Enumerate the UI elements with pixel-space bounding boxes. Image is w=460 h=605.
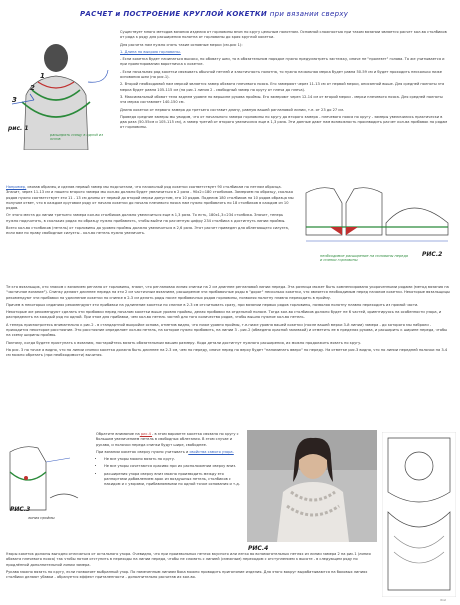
list-item: • Не все узоры можно вязать по кругу. — [104, 457, 244, 462]
figure-2-illustration — [302, 183, 452, 255]
intro2-paragraph: Для расчета нам нужно снять такие основные мерки (см.рис 1): — [120, 42, 243, 47]
calc-paragraph-1-text: связав образец и сделав первый замер мы подсчитали, что начальный ряд кокетки соответствует 90 столбикам по петлям образца. Значит, через 11-13 см и нашего второго замера мы кол-во должно будет увеличиться в 2 раза - 90х2=180 столбиков. Замеряем по образцу, сколько рядов нужно соответствует эти 11 - 13 см длины от первой до второй мерки допустим, это 10 рядов. Поделив 180 столбиков на 10 рядов образца мы получим ответ, что в каждом круговом ряду от начала кокетки до начала плечевого пояса нам нужно прибавлять по 18 столбиков в каждом из 10 рядов. — [6, 185, 294, 211]
ris4-link[interactable]: рис.4 — [139, 432, 153, 436]
pattern-list — [96, 457, 244, 487]
photo-woman-in-sweater — [247, 430, 377, 542]
footer-mark: ltnd — [440, 598, 446, 602]
note-ris4-text-a: Обратите внимание на — [96, 432, 140, 436]
fig4-label: РИС.4 — [248, 545, 269, 552]
fig1-label: рис. 1 — [8, 125, 29, 132]
calc-paragraph-3: Всего кол-во столбиков (петель) от горловины до уровня проймы должно увеличиться в 2,6 раза. Этот расчет приведен для облегающего силуэта, если вам по нраву свободные силуэты - кол-во петель нужно увеличить. — [6, 226, 290, 236]
bottom-text-block — [6, 552, 376, 582]
back-length-text-block — [6, 285, 452, 361]
back-paragraph-2: Причем в некоторых изданиях рекомендуют эти прибавки на удлинение кокетки по спинке в 2-3 см отсчитывать сразу, при вязании первых рядов горловины, позволяя полотну плавно переходить из прямой части. — [6, 302, 419, 307]
fig1-num-3: 3 — [12, 96, 17, 104]
list-item: • Не все узоры сочетаются красиво при их расположении сверху вниз. — [104, 464, 244, 469]
yoke-pattern-illustration — [382, 432, 456, 597]
note-ris4-text-b: - в этом варианте кокетка связана по кругу с большим увеличением петель в свободных облегания. В этом случае и рукава, и полочки переда спинки будут шире, свободнее. — [96, 432, 239, 447]
intro-paragraph: Существует много методов вязания изделия от горловины вниз по кругу цельным полотном. Основной сложностью при таком вязании является расчет кол-ва столбиков от ряда к ряду для расширения полотна от горловины до края круглой кокетки. — [120, 30, 447, 40]
bottom-paragraph-1: Узоры кокеток должны выгодно отличаться от остального узора. Очевидно, что при произвольных петлях вкусного или легко во вспомогательных петлях из линии замера 2 на рис.1 (линия обхвата плечевого пояса) так чтобы потом отступить в переходы на линии переда, чтобы не сломать с линией (смежным) переходом с отступлением к высоте - в следующем ряду по продлённой дополнительной линии замера. — [6, 552, 371, 567]
list-item: • расширения узора сверху вниз можно производить между его раппортами добавлением арок из воздушных петель, столбиков с накидом и с узорами, прибавляемыми по одной точке основания и т.д. — [104, 472, 244, 488]
note-pattern — [96, 450, 244, 455]
note-ris4 — [96, 432, 244, 448]
notes-text-block — [96, 432, 244, 490]
calc-text-block — [6, 185, 296, 239]
title-main: РАСЧЕТ и ПОСТРОЕНИЕ КРУГЛОЙ КОКЕТКИ — [80, 10, 267, 18]
intro-text-block — [120, 30, 450, 133]
fig3-label: РИС.3 — [10, 506, 31, 513]
bottom-paragraph-2: Рукава можно вязать по кругу, если позволяет выбранный узор. По намеченным линиям бока можно проводить пригоняние изделия. Для этого вокруг вырабатываются на боковых линиях столбики делают убавки - образуется эффект приталенности - дополнительно расчитав их кол-во. — [6, 569, 368, 580]
fig2-caption: необходимое расширение на половины переда и спинки горловины — [320, 254, 408, 262]
measure-4: Длина кокетки от первого замера до третьего составит длину, равную вашей раглановой линии, т.е. от 23 до 27 см. — [120, 107, 345, 112]
calc-paragraph-1 — [6, 185, 296, 211]
measure-5: Проведя средние замеры мы увидим, что от начального замера горловины по кругу до второго замера - плечевого пояса по кругу - замеры увеличились практически в два раза (50-55см и 105-115 см), а замер третий от второго увеличился еще в 1,3 раза. Эти данные дают нам возможность производить расчет кол-ва прибавок по рядам от горловины. — [120, 114, 448, 130]
back-paragraph-5: Поэтому, когда будете приступать к вязанию, постарайтесь вязать обязательным вашим размеру. Кода детали достигнут нужного расширения, их можно продолжить вязать по кругу. — [6, 340, 362, 345]
fig2-label: РИС.2 — [422, 251, 443, 258]
calc-paragraph-2: От этого места до линии третьего замера кол-во столбиков должно увеличиться еще в 1,3 раза. То есть, 180х1,3=234 столбика. Значит, теперь нужно подсчитать, в скольких рядах по образцу нужно прибавлять, чтобы выйти на расчетную цифру 234 столбика к достигнуть линии проймы. — [6, 213, 286, 223]
fig3-caption: линия проймы — [28, 516, 55, 520]
title-sub: при вязании сверху — [269, 10, 349, 18]
fig1-caption: расширять спицу в одной из основ — [50, 133, 104, 141]
measure-1a: - Если кокетка будет начинаться высоко, по обхвату шеи, то в обязательном порядке нужно предусмотреть застежку, иначе не "пролезет" голова. То же учитывается и при проектировании воротничка к кокетке. — [120, 57, 445, 67]
back-paragraph-4: А теперь присмотритесь внимательно к рис.2 - в стандартной выкройке основа, отметив видно, что ниже уровня проймы, т.е.ниже уровня вашей кокетки (после вашей мерки 3-й линии) замера - до которого мы набрали - приходится некоторое расстояние. Это расстояние определяет кол-во петель, на которое нужно прибавить, на линии 3 - рис.2 (обведено красной заливкой) и отметить ее в пределах рукава, и расширить к ширине переда, чтобы на схему ширины проймы. — [6, 322, 448, 338]
measure-2: 2. Второй необходимой нам меркой является замер обхвата плечевого пояса. Его замеряют через 11-13 см от первой мерки, описанной выше. Для средней полноты эта мерка будет равна 105-115 см (на рис.1 линия 2 - свободный замер по кругу от плеча до плеча). — [120, 82, 445, 92]
back-paragraph-3: Некоторые же рекомендуют сделать эти прибавки перед началом кокетки выше уровня проймы, делая прибавки на отдельной полосе. Тогда кол-во столбиков должно будет не 6 частей, ориентируясь на особенности узора, и распределить на каждый ряд по одной. При этом для прибавки, чем кол-во петель частей для того количества рядов, чтобы вышло нужное кол-во петель. — [6, 310, 442, 320]
note-pattern-text: При вязании кокеток сверху нужно учитывать и — [96, 449, 189, 454]
measure-3: 3. Максимальный обхват тела заднем уровне по вершине рукава проймы. Его замеряют через 12-14 см от второй мерки - мерки плечевого пояса. Для средней полноты эта мерка составляет 140-150 см. — [120, 94, 443, 105]
example-link[interactable]: Например, — [6, 185, 27, 189]
measure-1: 1. Длина по выкрою горловины. — [120, 49, 181, 54]
fig1-num-1: 1 — [40, 72, 45, 80]
pattern-props-link[interactable]: свойства самого узора. — [188, 449, 234, 454]
fig1-num-2: 2 — [30, 84, 35, 92]
page-title — [80, 10, 400, 18]
measure-1b: - Если начальная ряд кокетки связывать обычной петлей и эластичность полотна, то нужно начальная мерка будет равна 50-59 см и будет проходить несколько ниже основания шеи (по рис.1). — [120, 69, 442, 80]
back-paragraph-6: На рис. 3 по точке а видно, что по линии спинки кокетка должна быть длиннее на 2-3 см, чем по переду, иначе перед по верху будет "напоминать вверх" по переду. На отметке рис.3 видно, что по линии передней полочки на 3-4 см можно обрезать (при необходимости) вычитая. — [6, 347, 448, 358]
back-paragraph-1: Те кто вязальщик, кто знаком с вязанием реглана от горловины, знают, что реглановая линия спинки на 2 см длиннее реглановой линии переда. Эта разница может быть компенсирована укороченными рядами (метод вязания на "частичное вязание"). Спинку делают длиннее переда на эти 2 см частичным вязанием, расширение эти прибавочные ряды в "дорог" несколько кокетки, что является необходимым перед началом кокетки. Некоторые вязальщицы рекомендуют эти прибавки на удлинение кокетки по спинке в 2-3 см делать ряды после прибавочных рядов горловины, позволяя полотну плавно переходить в пройму. — [6, 285, 450, 300]
